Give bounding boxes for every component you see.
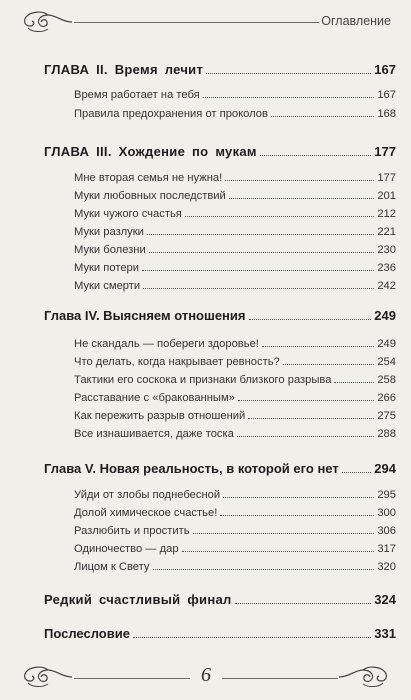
toc-entry-title: Что делать, когда накрывает ревность? [74,356,280,368]
dot-leader [133,637,371,638]
toc-entry-title: Лицом к Свету [74,561,150,573]
dot-leader [248,418,374,419]
toc-entry-title: Долой химическое счастье! [74,507,218,519]
toc-item [74,539,396,555]
toc-entry-title: Тактики его соскока и признаки близкого разрыва [74,374,332,386]
toc-entry-page: 221 [377,226,396,238]
toc-entry-page: 168 [377,108,396,120]
toc-item [74,168,396,184]
toc-entry-title: ГЛАВА III. Хождение по мукам [44,144,257,159]
flourish-ornament-icon [337,666,389,688]
toc-item [74,352,396,368]
toc-final [44,591,396,607]
toc-entry-page: 230 [377,244,396,256]
toc-item [74,424,396,440]
toc-entry-title: Расставание с «бракованным» [74,392,235,404]
header-rule [74,22,319,23]
toc-item [74,557,396,573]
toc-entry-title: Одиночество — дар [74,543,179,555]
toc-afterword [44,625,396,641]
dot-leader [237,436,374,437]
toc-entry-title: Муки разлуки [74,226,144,238]
toc-entry-title: Время работает на тебя [74,89,200,101]
toc-entry-page: 167 [374,62,396,77]
toc-entry-page: 212 [377,208,396,220]
toc-entry-page: 177 [377,172,396,184]
toc-entry-page: 294 [374,461,396,476]
dot-leader [193,533,375,534]
page-number: 6 [201,664,211,686]
footer-rule-right [222,678,338,679]
toc-entry-title: Правила предохранения от проколов [74,108,268,120]
toc-item [74,503,396,519]
dot-leader [225,180,374,181]
dot-leader [342,472,372,473]
toc-entry-title: Муки чужого счастья [74,208,182,220]
dot-leader [220,515,374,516]
dot-leader [206,73,371,74]
toc-entry-page: 324 [374,592,396,607]
toc-entry-page: 266 [377,392,396,404]
toc-entry-title: Разлюбить и простить [74,525,190,537]
dot-leader [238,400,374,401]
toc-item [74,485,396,501]
toc-entry-page: 242 [377,280,396,292]
dot-leader [334,382,374,383]
toc-entry-title: Муки болезни [74,244,146,256]
toc-entry-title: Не скандаль — побереги здоровье! [74,338,259,350]
toc-item [74,186,396,202]
toc-entry-title: ГЛАВА II. Время лечит [44,62,204,77]
toc-item [74,204,396,220]
dot-leader [143,288,374,289]
toc-entry-page: 249 [374,308,396,323]
dot-leader [185,216,374,217]
dot-leader [147,234,374,235]
dot-leader [235,603,372,604]
dot-leader [182,551,375,552]
toc-entry-page: 177 [374,144,396,159]
toc-entry-title: Глава IV. Выясняем отношения [44,308,246,323]
toc-entry-page: 258 [377,374,396,386]
flourish-ornament-icon [22,11,74,33]
toc-item [74,104,396,120]
dot-leader [249,319,372,320]
toc-entry-title: Послесловие [44,626,130,641]
toc-entry-page: 254 [377,356,396,368]
toc-item [74,521,396,537]
toc-chapter-2 [44,61,396,77]
toc-item [74,388,396,404]
dot-leader [283,364,375,365]
toc-entry-title: Уйди от злобы поднебесной [74,489,221,501]
toc-item [74,334,396,350]
toc-entry-page: 331 [374,626,396,641]
running-header-title: Оглавление [321,14,391,28]
toc-entry-title: Как пережить разрыв отношений [74,410,246,422]
toc-entry-page: 249 [377,338,396,350]
toc-entry-title: Все изнашивается, даже тоска [74,428,234,440]
flourish-ornament-icon [22,666,74,688]
toc-entry-page: 275 [377,410,396,422]
toc-item [74,406,396,422]
dot-leader [149,252,375,253]
toc-entry-page: 201 [377,190,396,202]
toc-entry-page: 300 [377,507,396,519]
dot-leader [203,97,375,98]
toc-entry-page: 295 [377,489,396,501]
toc-entry-page: 236 [377,262,396,274]
footer-rule-left [74,678,190,679]
toc-entry-page: 317 [377,543,396,555]
toc-item [74,370,396,386]
page-header [0,10,411,36]
dot-leader [229,198,375,199]
toc-entry-title: Муки любовных последствий [74,190,226,202]
page-footer [0,664,411,694]
toc-item [74,85,396,101]
toc-entry-title: Муки потери [74,262,140,274]
toc-item [74,222,396,238]
dot-leader [260,155,371,156]
dot-leader [223,497,374,498]
toc-entry-page: 320 [377,561,396,573]
toc-chapter-3 [44,143,396,159]
toc-item [74,240,396,256]
toc-entry-title: Муки смерти [74,280,141,292]
dot-leader [142,270,374,271]
toc-chapter-4 [44,307,396,323]
dot-leader [271,116,374,117]
toc-entry-page: 167 [377,89,396,101]
toc-chapter-5 [44,460,396,476]
toc-item [74,276,396,292]
dot-leader [153,569,375,570]
dot-leader [262,346,374,347]
toc-entry-page: 288 [377,428,396,440]
toc-entry-title: Редкий счастливый финал [44,592,232,607]
toc-entry-title: Глава V. Новая реальность, в которой его нет [44,461,339,476]
toc-item [74,258,396,274]
toc-entry-page: 306 [377,525,396,537]
toc-entry-title: Мне вторая семья не нужна! [74,172,223,184]
